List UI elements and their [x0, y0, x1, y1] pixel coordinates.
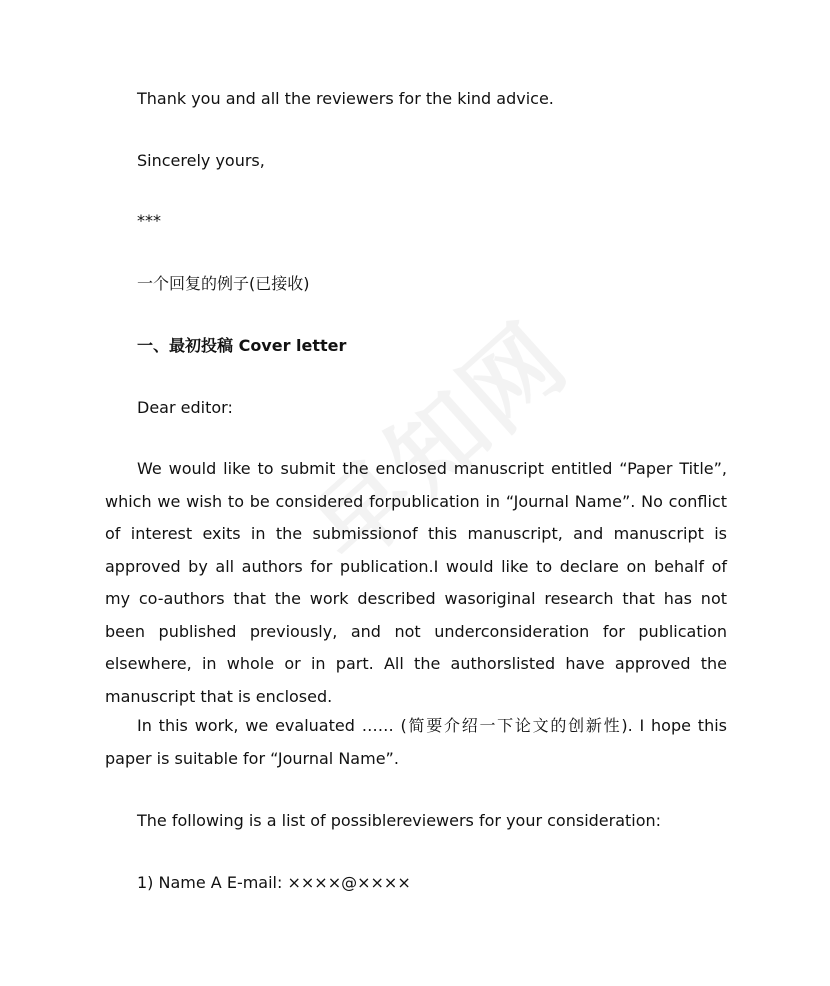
body-paragraph-2: In this work, we evaluated …… (简要介绍一下论文的创新性). I hope this paper is suitable for “Journal Name”.	[105, 716, 727, 768]
closing-sign: Sincerely yours,	[137, 151, 265, 170]
body-paragraph-1: We would like to submit the enclosed manuscript entitled “Paper Title”, which we wish to be considered forpublication in “Journal Name”. No conflict of interest exits in the submissionof this manuscript, and manuscript is approved by all authors for publication.I would like to declare on behalf of my co-authors that the work described wasoriginal research that has not been published previously, and not underconsideration for publication elsewhere, in whole or in part. All the authorslisted have approved the manuscript that is enclosed.	[105, 459, 727, 706]
reviewers-intro: The following is a list of possiblereviewers for your consideration:	[137, 811, 662, 830]
signature: ***	[137, 211, 161, 230]
reviewer-entry-1: 1) Name A E-mail: ××××@××××	[137, 873, 411, 892]
example-heading: 一个回复的例子(已接收)	[137, 274, 310, 293]
section-heading: 一、最初投稿 Cover letter	[137, 336, 347, 355]
closing-thanks: Thank you and all the reviewers for the kind advice.	[137, 89, 554, 108]
salutation: Dear editor:	[137, 398, 233, 417]
